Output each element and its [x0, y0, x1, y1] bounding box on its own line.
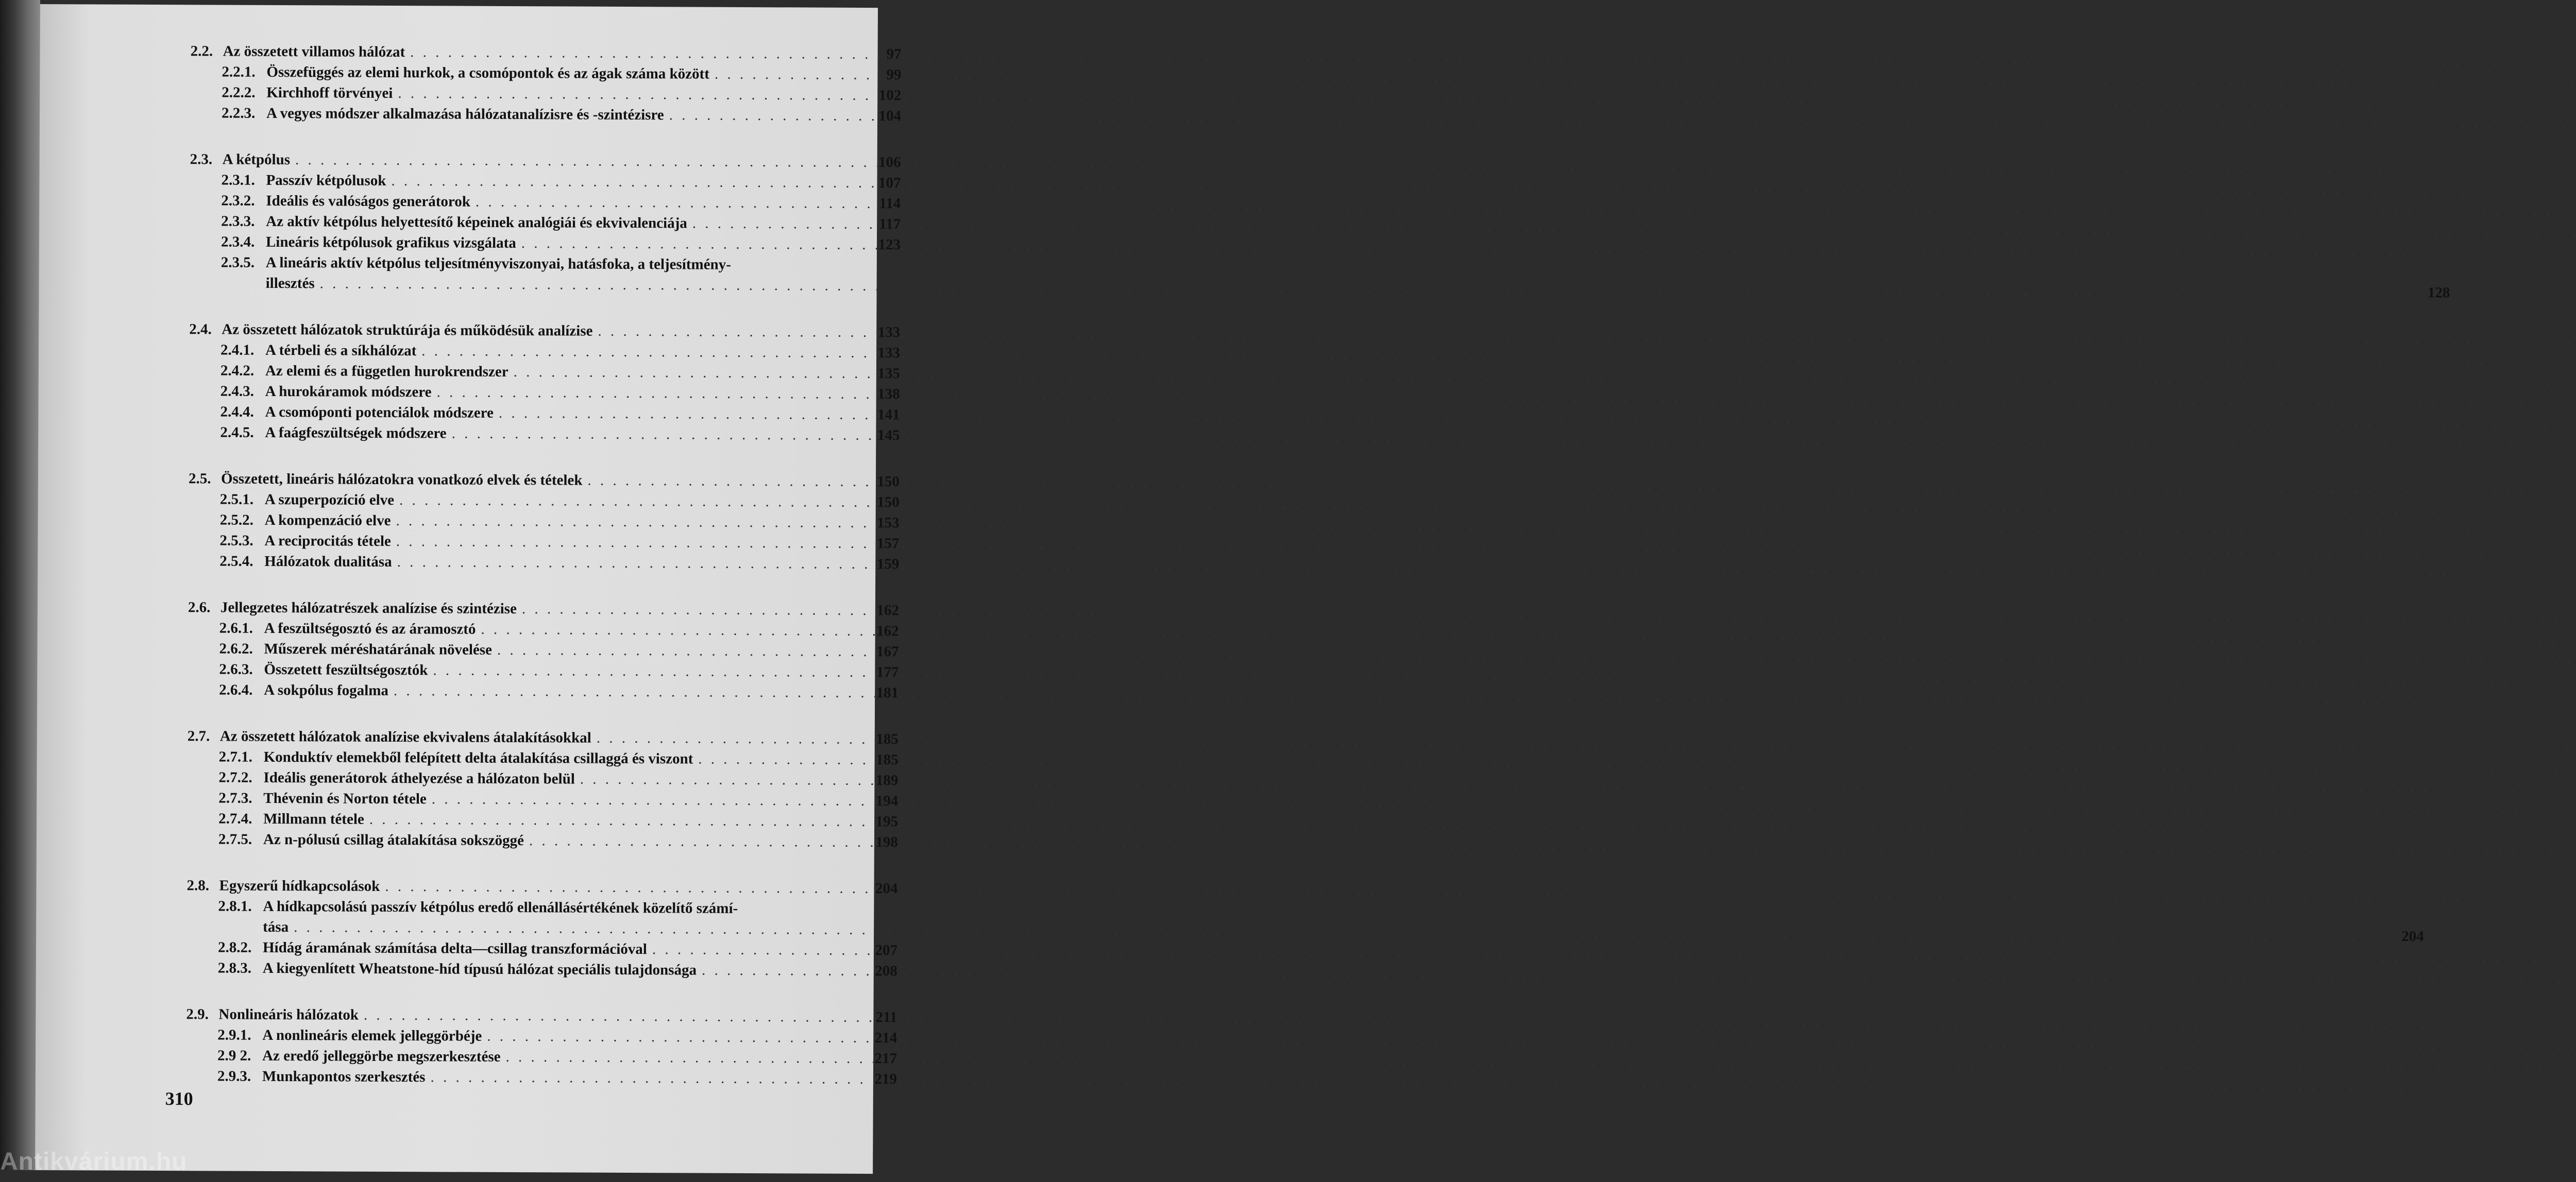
leader-dots [452, 423, 859, 445]
entry-page: 153 [877, 515, 900, 532]
entry-title: Lineáris kétpólusok grafikus vizsgálata [265, 233, 516, 252]
entry-page: 99 [886, 66, 902, 83]
entry-title: Az n-pólusú csillag átalakítása sokszöggé [263, 831, 524, 849]
toc-section [190, 149, 2450, 301]
entry-page: 162 [876, 623, 899, 640]
entry-title: A szuperpozíció elve [264, 491, 395, 509]
entry-number: 2.8. [187, 877, 210, 894]
leader-dots [476, 192, 860, 214]
entry-page: 181 [876, 684, 899, 701]
entry-number: 2.6. [188, 599, 211, 616]
toc-subentry [219, 639, 899, 662]
toc-section-heading [188, 597, 899, 621]
leader-dots [481, 619, 857, 641]
toc-subentry [218, 958, 897, 982]
entry-title: Ideális generátorok áthelyezése a hálózaton belül [263, 769, 575, 787]
entry-page: 104 [878, 108, 902, 125]
toc-subentry [220, 422, 900, 446]
entry-page: 128 [2427, 284, 2450, 301]
entry-title: Hálózatok dualitása [264, 553, 392, 570]
entry-title: Az összetett hálózatok struktúrája és működésük analízise [222, 321, 593, 339]
book-page [35, 4, 2450, 1174]
entry-title: A sokpólus fogalma [264, 681, 388, 699]
toc-section [187, 875, 2424, 981]
toc-subentry [219, 747, 899, 770]
entry-page: 204 [2401, 928, 2424, 945]
entry-number: 2.6.2. [219, 640, 253, 657]
toc-subentry [219, 659, 899, 683]
leader-dots [396, 531, 858, 554]
entry-number: 2.9.3. [217, 1068, 251, 1085]
entry-title: A kétpólus [222, 151, 291, 168]
entry-number: 2.6.4. [219, 681, 253, 698]
toc-section-heading [188, 726, 899, 749]
entry-number: 2.9. [186, 1006, 209, 1023]
entry-number: 2.5.2. [219, 511, 253, 528]
entry-number: 2.9 2. [217, 1047, 251, 1064]
leader-dots [369, 809, 857, 832]
entry-page: 208 [875, 963, 897, 980]
entry-number: 2.7.2. [218, 769, 252, 786]
leader-dots [385, 876, 856, 899]
entry-title: A hurokáramok módszere [265, 383, 432, 401]
entry-page: 117 [879, 216, 901, 233]
toc-subentry [218, 829, 898, 853]
toc-subentry [219, 530, 899, 554]
entry-number: 2.4.4. [220, 403, 254, 420]
table-of-contents [186, 41, 2450, 1115]
entry-title: Millmann tétele [263, 810, 364, 828]
toc-section-heading [186, 1004, 897, 1027]
toc-section [187, 726, 899, 852]
entry-title: A faágfeszültségek módszere [265, 424, 447, 442]
entry-number: 2.3.1. [221, 172, 255, 189]
entry-title: Összetett feszültségosztók [264, 661, 428, 679]
entry-title: Az eredő jelleggörbe megszerkesztése [262, 1047, 501, 1065]
entry-page: 167 [876, 643, 899, 660]
entry-page: 150 [877, 494, 900, 511]
toc-subentry [217, 1046, 897, 1069]
toc-section [189, 319, 900, 446]
entry-title: Egyszerű hídkapcsolások [219, 877, 380, 895]
toc-section-heading [187, 875, 897, 899]
entry-number: 2.3.3. [221, 213, 255, 230]
toc-subentry [218, 809, 898, 832]
entry-page: 107 [878, 175, 901, 192]
watermark: Antikvárium.hu [0, 1148, 188, 1175]
toc-subentry [218, 896, 2424, 945]
leader-dots [715, 64, 860, 85]
entry-number: 2.7.1. [218, 748, 252, 765]
leader-dots [398, 83, 860, 106]
page-number: 310 [165, 1088, 193, 1109]
entry-number: 2.6.1. [219, 620, 253, 637]
entry-page: 106 [878, 154, 901, 171]
leader-dots [587, 470, 858, 492]
entry-title: A hídkapcsolású passzív kétpólus eredő ellenállásértékének közelítő számí- [263, 898, 738, 917]
entry-number: 2.4. [189, 321, 212, 338]
entry-number: 2.7.3. [218, 790, 252, 807]
toc-section-heading [189, 319, 900, 342]
leader-dots [497, 640, 858, 662]
entry-number: 2.6.3. [219, 661, 253, 678]
leader-dots [391, 170, 859, 193]
leader-dots [522, 598, 858, 621]
toc-section-heading [191, 41, 902, 64]
leader-dots [433, 660, 857, 682]
entry-title: Munkapontos szerkesztés [262, 1068, 426, 1086]
entry-page: 97 [886, 46, 902, 63]
toc-subentry [220, 510, 900, 534]
toc-subentry [221, 361, 900, 384]
entry-title: Nonlineáris hálózatok [218, 1006, 359, 1023]
leader-dots [521, 233, 859, 255]
toc-subentry [219, 618, 899, 642]
entry-title: Műszerek méréshatárának növelése [264, 640, 493, 658]
entry-page: 204 [875, 880, 898, 897]
entry-title: Az elemi és a független hurokrendszer [265, 362, 509, 380]
entry-title: A térbeli és a síkhálózat [265, 341, 417, 359]
entry-title: A lineáris aktív kétpólus teljesítményviszonyai, hatásfoka, a teljesítmény- [265, 254, 731, 273]
entry-title: Az összetett hálózatok analízise ekvivalens átalakításokkal [219, 728, 591, 746]
leader-dots [580, 769, 857, 791]
entry-number: 2.3.2. [221, 192, 255, 209]
entry-title: Passzív kétpólusok [266, 172, 386, 189]
leader-dots [430, 1067, 856, 1089]
leader-dots [514, 362, 859, 384]
entry-page: 194 [875, 793, 899, 810]
leader-dots [597, 728, 857, 749]
leader-dots [487, 1026, 856, 1048]
entry-page: 135 [877, 365, 900, 382]
leader-dots [432, 789, 857, 811]
entry-page: 207 [875, 942, 898, 959]
entry-number: 2.8.3. [217, 960, 252, 977]
toc-subentry [220, 489, 900, 513]
book-spine-shadow [0, 0, 40, 1170]
toc-section-heading [190, 149, 901, 173]
entry-page: 217 [874, 1050, 897, 1067]
entry-number: 2.3. [190, 151, 213, 168]
entry-title: Thévenin és Norton tétele [263, 790, 427, 808]
toc-subentry [221, 191, 901, 214]
entry-title: Konduktív elemekből felépített delta átalakítása csillaggá és viszont [263, 748, 693, 767]
entry-page: 150 [877, 473, 900, 490]
toc-subentry [219, 551, 899, 575]
entry-number: 2.4.1. [221, 341, 255, 358]
entry-page: 177 [876, 664, 899, 681]
toc-subentry [218, 767, 898, 791]
entry-number: 2.5. [188, 470, 211, 487]
toc-section [188, 597, 899, 703]
entry-number: 2.4.5. [220, 424, 254, 441]
leader-dots [652, 939, 856, 961]
entry-page: 159 [876, 556, 900, 573]
entry-title: Hídág áramának számítása delta—csillag transzformációval [262, 939, 647, 958]
leader-dots [702, 960, 856, 981]
entry-title: Kirchhoff törvényei [266, 84, 393, 101]
leader-dots [397, 552, 858, 574]
leader-dots [421, 340, 859, 363]
entry-number: 2.7. [187, 728, 210, 745]
toc-section [186, 1004, 897, 1089]
toc-subentry [219, 680, 899, 704]
entry-number: 2.9.1. [217, 1026, 251, 1043]
entry-title: A kompenzáció elve [264, 511, 391, 529]
entry-title: A vegyes módszer alkalmazása hálózatanalízisre és -szintézisre [266, 105, 664, 124]
leader-dots [436, 382, 858, 404]
entry-number: 2.7.5. [218, 831, 252, 848]
entry-number: 2.8.2. [217, 939, 252, 956]
entry-title: Az aktív kétpólus helyettesítő képeinek analógiái és ekvivalenciája [266, 213, 687, 232]
toc-subentry [221, 252, 2450, 301]
entry-page: 145 [877, 427, 900, 444]
entry-number: 2.3.4. [221, 233, 255, 250]
entry-title: Jellegzetes hálózatrészek analízise és szintézise [220, 599, 517, 618]
leader-dots [669, 105, 860, 126]
entry-title: A nonlineáris elemek jelleggörbéje [262, 1026, 482, 1044]
toc-subentry [217, 1066, 897, 1090]
leader-dots [598, 321, 859, 342]
entry-page: 157 [876, 535, 900, 552]
leader-dots [692, 213, 860, 234]
toc-subentry [221, 170, 901, 194]
entry-number: 2.7.4. [218, 810, 252, 827]
entry-title: Az összetett villamos hálózat [223, 43, 405, 61]
entry-title: A csomóponti potenciálok módszere [265, 403, 494, 421]
entry-title: A kiegyenlített Wheatstone-híd típusú hálózat speciális tulajdonsága [262, 960, 697, 979]
entry-page: 185 [876, 751, 899, 768]
entry-number: 2.8.1. [218, 898, 252, 915]
entry-number: 2.2.3. [222, 105, 256, 122]
entry-number: 2.2.1. [222, 63, 256, 80]
entry-number: 2.4.3. [220, 383, 255, 400]
entry-number: 2.5.1. [219, 491, 254, 508]
toc-section-heading [189, 468, 900, 492]
entry-number: 2.2. [190, 43, 213, 60]
entry-title: A reciprocitás tétele [264, 532, 391, 550]
entry-page: 219 [874, 1071, 897, 1088]
entry-title: Összetett, lineáris hálózatokra vonatkozó elvek és tételek [221, 470, 583, 489]
entry-page: 198 [875, 834, 898, 851]
entry-page: 189 [875, 772, 899, 789]
entry-page: 133 [877, 324, 901, 341]
leader-dots [698, 749, 857, 770]
toc-subentry [221, 232, 901, 255]
entry-page: 123 [878, 236, 901, 253]
leader-dots [529, 830, 857, 852]
entry-number: 2.5.4. [219, 553, 253, 570]
toc-section [188, 468, 900, 574]
toc-subentry [220, 402, 900, 425]
entry-number: 2.2.2. [222, 84, 256, 101]
toc-subentry [218, 788, 898, 812]
toc-subentry [221, 211, 901, 235]
entry-page: 133 [877, 345, 901, 362]
entry-number: 2.3.5. [221, 254, 255, 271]
entry-title: Ideális és valóságos generátorok [266, 192, 471, 210]
entry-page: 114 [879, 195, 901, 212]
toc-subentry [222, 82, 901, 106]
entry-page: 138 [877, 386, 900, 403]
toc-subentry [222, 62, 901, 85]
entry-number: 2.5.3. [219, 532, 253, 549]
toc-section [190, 41, 902, 126]
toc-subentry [217, 1025, 897, 1049]
toc-subentry [218, 937, 897, 961]
toc-subentry [222, 103, 901, 127]
leader-dots [505, 1047, 856, 1069]
leader-dots [499, 403, 859, 425]
entry-number: 2.4.2. [220, 362, 255, 379]
entry-page: 141 [877, 406, 900, 423]
leader-dots [396, 510, 858, 533]
leader-dots [410, 42, 860, 64]
entry-title-continuation: tása [263, 918, 289, 936]
entry-page: 211 [875, 1009, 897, 1026]
entry-title: A feszültségosztó és az áramosztó [264, 620, 476, 638]
toc-subentry [221, 340, 900, 364]
toc-subentry [221, 381, 900, 405]
entry-title: Összefüggés az elemi hurkok, a csomópontok és az ágak száma között [266, 63, 709, 82]
entry-page: 102 [878, 87, 902, 104]
entry-page: 185 [876, 731, 899, 748]
entry-page: 195 [875, 813, 899, 830]
entry-page: 162 [876, 602, 899, 619]
entry-title-continuation: illesztés [265, 275, 315, 292]
leader-dots [399, 490, 858, 512]
leader-dots [364, 1005, 856, 1027]
leader-dots [295, 149, 860, 173]
leader-dots [394, 680, 857, 703]
entry-page: 214 [874, 1030, 897, 1047]
